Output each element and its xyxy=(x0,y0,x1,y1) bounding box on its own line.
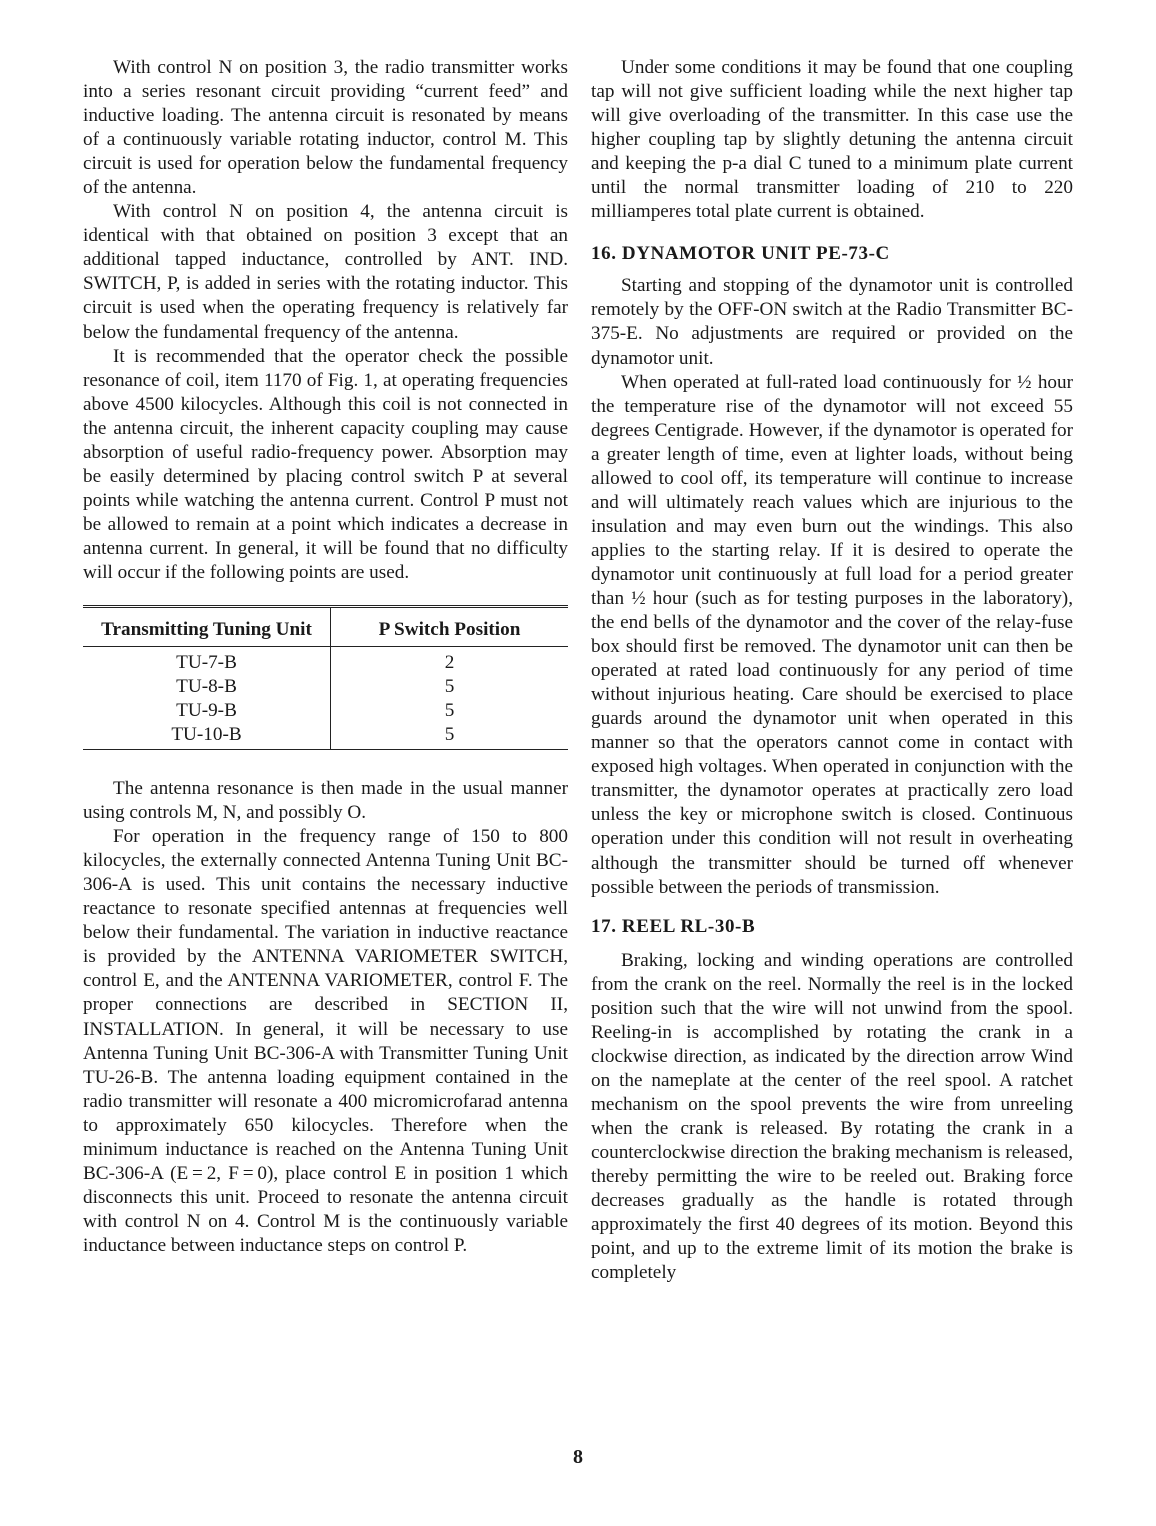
table-cell-unit: TU-7-B xyxy=(83,647,331,676)
table-row xyxy=(83,723,568,750)
table-row xyxy=(83,647,568,676)
tuning-unit-table xyxy=(83,605,568,750)
paragraph-coupling-tap: Under some conditions it may be found that one coupling tap will not give sufficient loading while the next higher tap will give overloading of the transmitter. In this case use the higher coupling tap by slightly detuning the antenna circuit and keeping the p-a dial C tuned to a minimum plate current until the normal transmitter loading of 210 to 220 milliamperes total plate current is obtained. xyxy=(591,57,1073,223)
section-heading-reel: 17. REEL RL-30-B xyxy=(591,915,756,937)
table-header-switch-position: P Switch Position xyxy=(331,607,569,647)
table-row xyxy=(83,675,568,699)
paragraph-dynamotor-temperature: When operated at full-rated load continuously for ½ hour the temperature rise of the dynamotor will not exceed 55 degrees Centigrade. However, if the dynamotor is operated for a greater length of time, even at lighter loads, without being allowed to cool off, its temperature will continue to increase and will ultimately reach values which are injurious to the insulation and may even burn out the windings. This also applies to the starting relay. If it is desired to operate the dynamotor unit continuously at full load for a period greater than ½ hour (such as for testing purposes in the laboratory), the end bells of the dynamotor and the cover of the relay-fuse box should first be removed. The dynamotor unit can then be operated at rated load continuously for any period of time without injurious heating. Care should be exercised to place guards around the dynamotor unit when operated in this manner so that the operators cannot come in contact with exposed high voltages. When operated in conjunction with the transmitter, the dynamotor operates at practically zero load unless the key or microphone switch is closed. Continuous operation under this condition will not result in overheating although the transmitter should be turned off whenever possible between the periods of transmission. xyxy=(591,371,1073,898)
right-column xyxy=(591,56,1073,1285)
paragraph-reel-operations: Braking, locking and winding operations are controlled from the crank on the reel. Normally the reel is in the locked position such that the wire will not unwind from the spool. Reeling-in is accomplished by rotating the crank in a clockwise direction, as indicated by the direction arrow Wind on the nameplate at the center of the reel spool. A ratchet mechanism on the spool prevents the wire from unreeling when the crank is released. By rotating the crank in a counterclockwise direction the braking mechanism is released, thereby permitting the wire to be reeled out. Braking force decreases gradually as the handle is rotated through approximately the first 40 degrees of its motion. Beyond this point, and up to the extreme limit of its motion the brake is completely xyxy=(591,949,1073,1284)
table-cell-position: 2 xyxy=(444,652,455,674)
page-number: 8 xyxy=(573,1446,583,1468)
paragraph-antenna-resonance: The antenna resonance is then made in the usual manner using controls M, N, and possibly O. xyxy=(83,778,568,824)
table-cell-unit: TU-8-B xyxy=(83,675,331,699)
paragraph-frequency-range: For operation in the frequency range of 150 to 800 kilocycles, the externally connected Antenna Tuning Unit BC-306-A is used. This unit contains the necessary inductive reactance to resonate specified antennas at frequencies well below their fundamental. The variation in inductive reactance is provided by the ANTENNA VARIOMETER SWITCH, control E, and the ANTENNA VARIOMETER, control F. The proper connections are described in SECTION II, INSTALLATION. In general, it will be necessary to use Antenna Tuning Unit BC-306-A with Transmitter Tuning Unit TU-26-B. The antenna loading equipment contained in the radio transmitter will resonate a 400 micromicrofarad antenna to approximately 650 kilocycles. Therefore when the minimum inductance is reached on the Antenna Tuning Unit BC-306-A (E = 2, F = 0), place control E in position 1 which disconnects this unit. Proceed to resonate the antenna circuit with control N on 4. Control M is the continuously variable inductance between inductance steps on control P. xyxy=(83,826,568,1256)
paragraph-dynamotor-control: Starting and stopping of the dynamotor unit is controlled remotely by the OFF-ON switch at the Radio Transmitter BC-375-E. No adjustments are required or provided on the dynamotor unit. xyxy=(591,275,1073,369)
table-cell-position: 5 xyxy=(331,723,569,750)
tuning-unit-table-container xyxy=(83,605,568,750)
section-heading-dynamotor: 16. DYNAMOTOR UNIT PE-73-C xyxy=(591,243,890,265)
table-cell-unit: TU-9-B xyxy=(83,699,331,723)
table-row xyxy=(83,699,568,723)
table-cell-unit: TU-10-B xyxy=(83,723,331,750)
table-cell-position: 5 xyxy=(444,676,455,698)
paragraph-position-3: With control N on position 3, the radio transmitter works into a series resonant circuit providing “current feed” and inductive loading. The antenna circuit is resonated by means of a continuously variable rotating inductor, control M. This circuit is used for operation below the fundamental frequency of the antenna. xyxy=(83,57,568,199)
paragraph-coil-resonance: It is recommended that the operator check the possible resonance of coil, item 1170 of Fig. 1, at operating frequencies above 4500 kilocycles. Although this coil is not connected in the antenna circuit, the inherent capacity coupling may cause absorption of useful radio-frequency power. Absorption may be easily determined by placing control switch P at several points while watching the antenna current. Control P must not be allowed to remain at a point which indicates a decrease in antenna current. In general, it will be found that no difficulty will occur if the following points are used. xyxy=(83,345,568,583)
left-column xyxy=(83,56,568,1258)
table-cell-position: 5 xyxy=(444,700,455,722)
table-header-row xyxy=(83,607,568,647)
table-header-tuning-unit: Transmitting Tuning Unit xyxy=(83,607,331,647)
paragraph-position-4: With control N on position 4, the antenna circuit is identical with that obtained on position 3 except that an additional tapped inductance, controlled by ANT. IND. SWITCH, P, is added in series with the rotating inductor. This circuit is used when the operating frequency is relatively far below the fundamental frequency of the antenna. xyxy=(83,201,568,343)
